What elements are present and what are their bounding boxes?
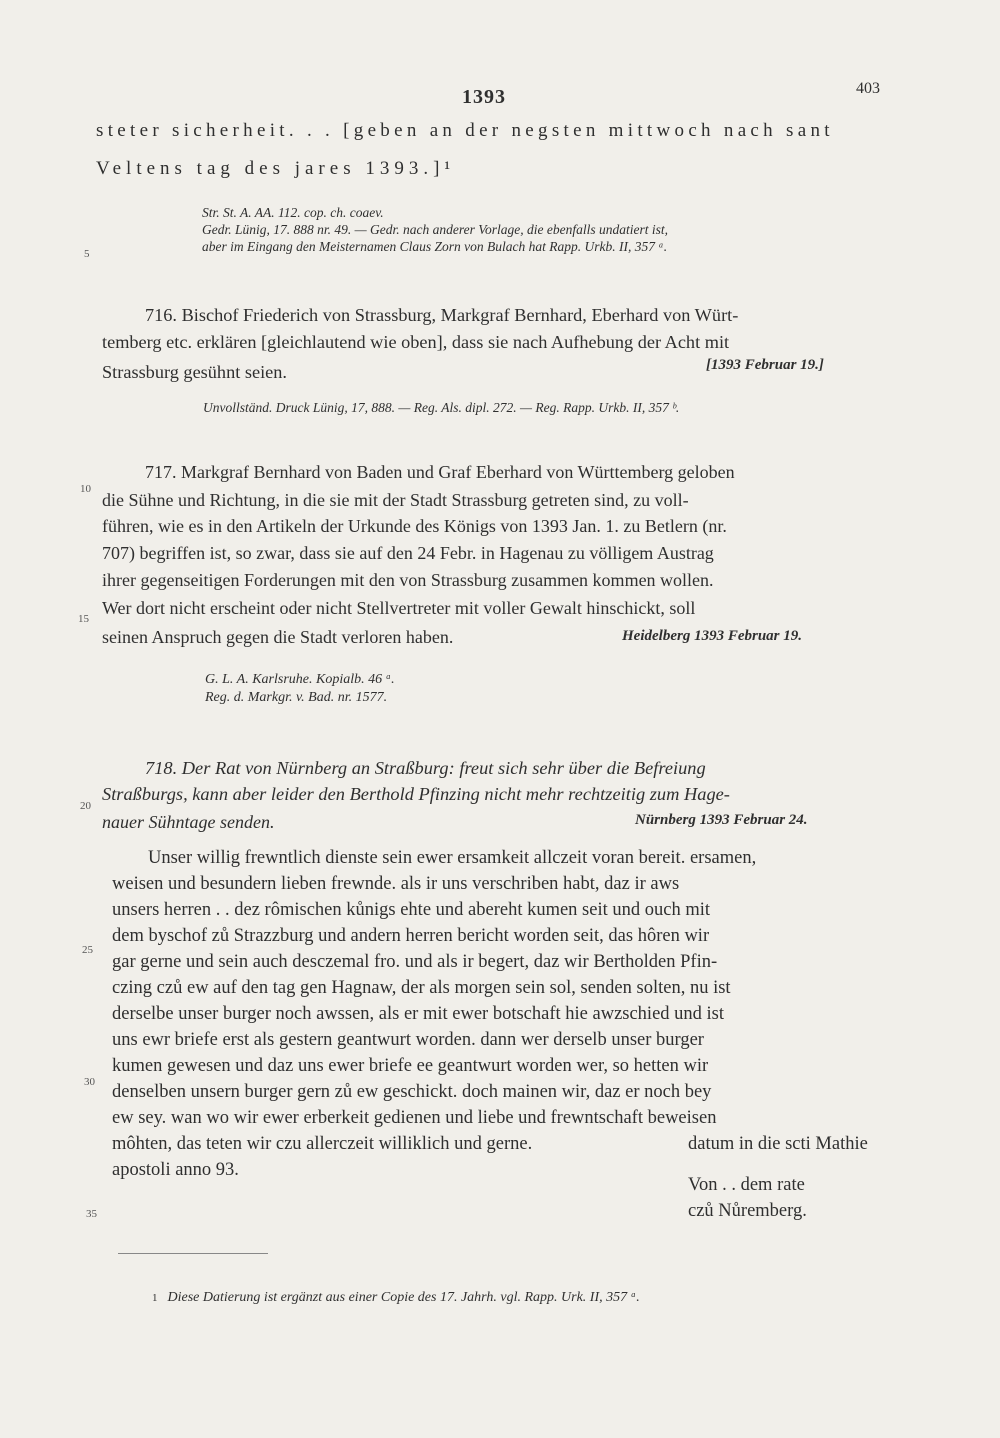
letter-text-line: kumen gewesen und daz uns ewer briefe ee geantwurt worden wer, so hetten wir <box>112 1056 709 1076</box>
margin-line-number: 5 <box>84 248 90 260</box>
footnote-rule <box>118 1253 268 1254</box>
source-reference: Str. St. A. AA. 112. cop. ch. coaev. <box>202 205 384 220</box>
letter-dating: datum in die scti Mathie <box>688 1134 868 1154</box>
entry-718-title-line: nauer Sühntage senden. <box>102 812 275 832</box>
running-head-year: 1393 <box>462 86 506 108</box>
entry-716-line: temberg etc. erklären [gleichlautend wie oben], dass sie nach Aufhebung der Acht mit <box>102 332 730 352</box>
footnote-mark: 1 <box>152 1292 158 1304</box>
page-number: 403 <box>856 80 880 97</box>
letter-signature: Von . . dem rate <box>688 1175 805 1195</box>
entry-716-date: [1393 Februar 19.] <box>706 357 824 373</box>
intro-line: steter sicherheit. . . [geben an der negsten mittwoch nach sant <box>96 120 834 141</box>
entry-716-line: Strassburg gesühnt seien. <box>102 362 287 382</box>
source-reference: aber im Eingang den Meisternamen Claus Zorn von Bulach hat Rapp. Urkb. II, 357 ᵃ. <box>202 239 668 254</box>
entry-717-reference: G. L. A. Karlsruhe. Kopialb. 46 ᵃ. <box>205 672 395 687</box>
letter-text-line: ew sey. wan wo wir ewer erberkeit gedienen und liebe und frewntschaft beweisen <box>112 1108 717 1128</box>
letter-text-line: uns ewr briefe erst als gestern geantwurt worden. dann wer derselb unser burger <box>112 1030 704 1050</box>
letter-text-line: dem byschof zů Strazzburg und andern herren bericht worden seit, das hôren wir <box>112 926 710 946</box>
letter-text-line: Unser willig frewntlich dienste sein ewer ersamkeit allczeit voran bereit. ersamen, <box>148 848 757 868</box>
entry-717-date: Heidelberg 1393 Februar 19. <box>622 628 802 644</box>
margin-line-number: 25 <box>82 944 93 956</box>
margin-line-number: 15 <box>78 613 89 625</box>
letter-signature: czů Nůremberg. <box>688 1201 807 1221</box>
letter-text-line: apostoli anno 93. <box>112 1160 239 1180</box>
margin-line-number: 35 <box>86 1208 97 1220</box>
entry-718-title-line: Straßburgs, kann aber leider den Berthold Pfinzing nicht mehr rechtzeitig zum Hage- <box>102 784 730 804</box>
margin-line-number: 20 <box>80 800 91 812</box>
intro-line: Veltens tag des jares 1393.]¹ <box>96 158 456 179</box>
letter-text-line: derselbe unser burger noch awssen, als er mit ewer botschaft hie awzschied und ist <box>112 1004 725 1024</box>
entry-717-line: die Sühne und Richtung, in die sie mit der Stadt Strassburg getreten sind, zu voll- <box>102 490 689 510</box>
entry-718-title-line: 718. Der Rat von Nürnberg an Straßburg: freut sich sehr über die Befreiung <box>145 758 706 778</box>
entry-717-line: seinen Anspruch gegen die Stadt verloren haben. <box>102 627 454 647</box>
letter-text-line: gar gerne und sein auch desczemal fro. und als ir begert, daz wir Bertholden Pfin- <box>112 952 718 972</box>
margin-line-number: 10 <box>80 483 91 495</box>
entry-716-line: 716. Bischof Friederich von Strassburg, Markgraf Bernhard, Eberhard von Würt- <box>145 305 739 325</box>
entry-717-line: Wer dort nicht erscheint oder nicht Stellvertreter mit voller Gewalt hinschickt, soll <box>102 598 696 618</box>
entry-716-references: Unvollständ. Druck Lünig, 17, 888. — Reg. Als. dipl. 272. — Reg. Rapp. Urkb. II, 357 ᵇ. <box>203 400 680 415</box>
footnote-text: Diese Datierung ist ergänzt aus einer Copie des 17. Jahrh. vgl. Rapp. Urk. II, 357 ᵃ. <box>167 1290 640 1305</box>
margin-line-number: 30 <box>84 1076 95 1088</box>
entry-717-line: 707) begriffen ist, so zwar, dass sie auf den 24 Febr. in Hagenau zu völligem Austrag <box>102 543 714 563</box>
entry-717-line: ihrer gegenseitigen Forderungen mit den von Strassburg zusammen kommen wollen. <box>102 570 714 590</box>
source-reference: Gedr. Lünig, 17. 888 nr. 49. — Gedr. nach anderer Vorlage, die ebenfalls undatiert ist, <box>202 222 668 237</box>
entry-717-line: führen, wie es in den Artikeln der Urkunde des Königs von 1393 Jan. 1. zu Betlern (nr. <box>102 516 727 536</box>
entry-718-date: Nürnberg 1393 Februar 24. <box>635 812 808 828</box>
footnote <box>152 1290 640 1306</box>
letter-text-line: denselben unsern burger gern zů ew geschickt. doch mainen wir, daz er noch bey <box>112 1082 712 1102</box>
letter-text-line: weisen und besundern lieben frewnde. als ir uns verschriben habt, daz ir aws <box>112 874 680 894</box>
letter-text-line: môhten, das teten wir czu allerczeit williklich und gerne. <box>112 1134 533 1154</box>
entry-717-line: 717. Markgraf Bernhard von Baden und Graf Eberhard von Württemberg geloben <box>145 462 735 482</box>
entry-717-reference: Reg. d. Markgr. v. Bad. nr. 1577. <box>205 690 388 705</box>
letter-text-line: unsers herren . . dez rômischen kůnigs ehte und abereht kumen seit und ouch mit <box>112 900 711 920</box>
letter-text-line: czing czů ew auf den tag gen Hagnaw, der als morgen sein sol, senden solten, nu ist <box>112 978 731 998</box>
